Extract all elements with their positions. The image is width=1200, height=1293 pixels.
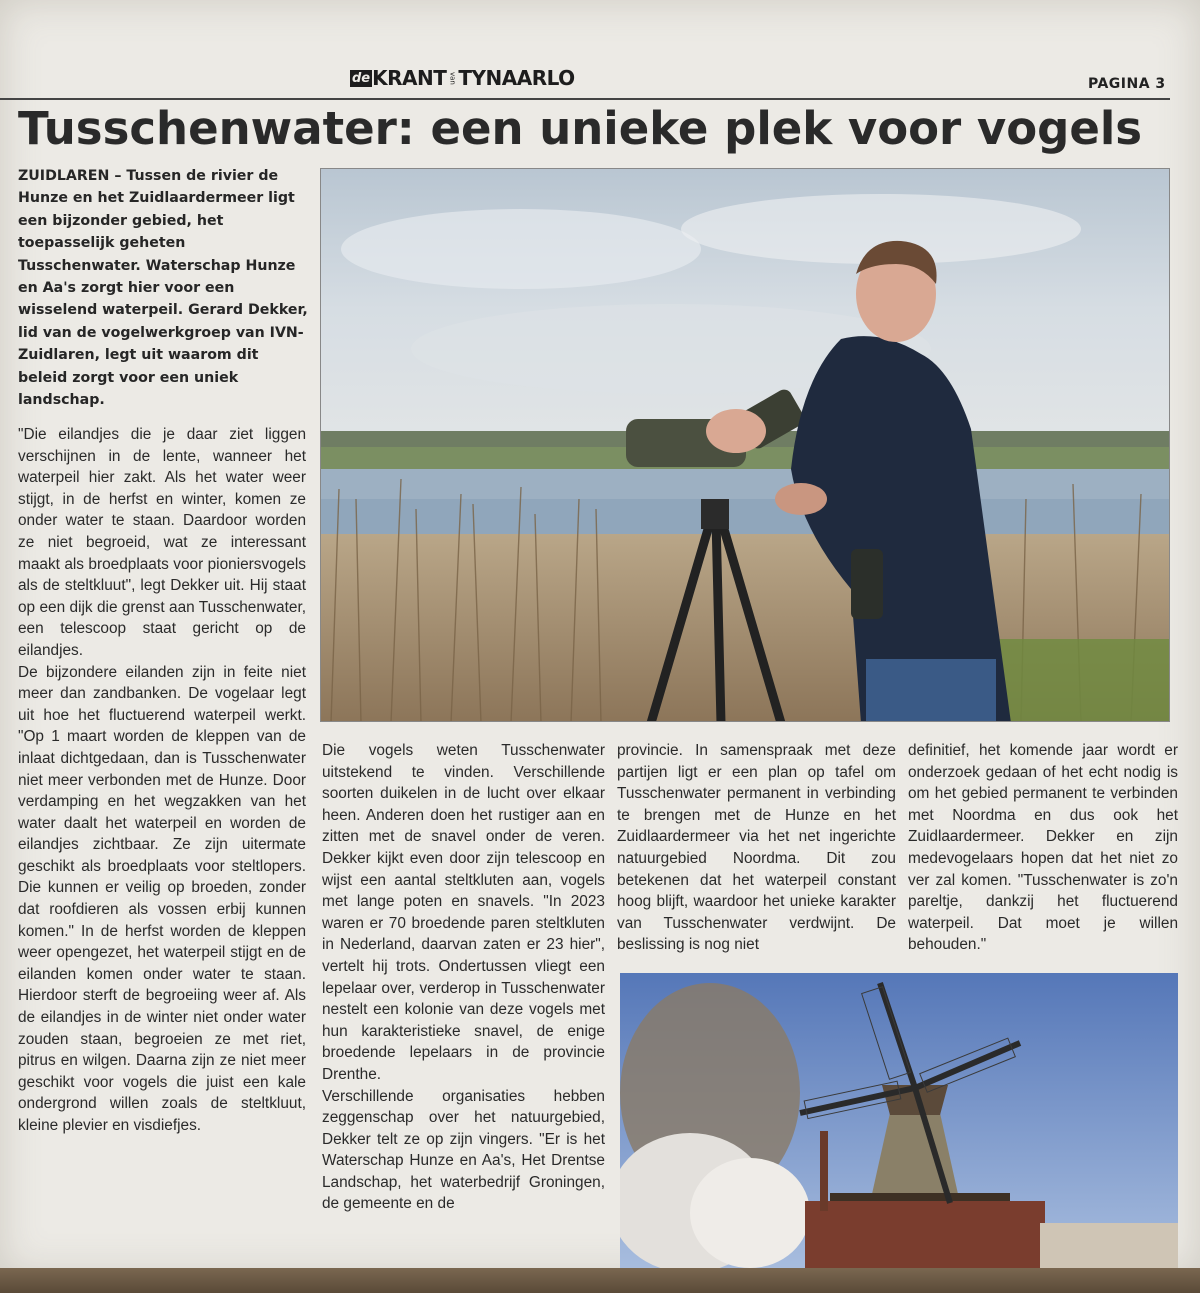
column-2-paragraph-1: Die vogels weten Tusschenwater uitstekend te vinden. Verschillende soorten duikelen in de lucht over elkaar heen. Anderen doen het rustiger aan en zitten met de snavel onder de veren. Dekker kijkt even door zijn telescoop en wijst een aantal steltkluten aan, vogels met lange poten en snavels. "In 2023 waren er 70 broedende paren steltkluten in Nederland, daarvan zaten er 23 hier", vertelt hij trots. Ondertussen vliegt een lepelaar over, verderop in Tusschenwater nestelt een kolonie van deze vogels met hun karakteristieke snavel, de enige broedende lepelaars in de provincie Drenthe. — [322, 742, 605, 1083]
header-rule — [0, 98, 1170, 100]
column-3-paragraph-1: provincie. In samenspraak met deze partijen ligt er een plan op tafel om Tusschenwater permanent in verbinding te brengen met de Hunze en het Zuidlaardermeer via het net ingerichte natuurgebied Noordma. Dit zou betekenen dat het waterpeil constant hoog blijft, waardoor het unieke karakter van Tusschenwater verdwijnt. De beslissing is nog niet — [617, 742, 896, 954]
intro-paragraph: ZUIDLAREN – Tussen de rivier de Hunze en het Zuidlaardermeer ligt een bijzonder gebied, het toepasselijk geheten Tusschenwater. Waterschap Hunze en Aa's zorgt hier voor een wisselend waterpeil. Gerard Dekker, lid van de vogelwerkgroep van IVN-Zuidlaren, legt uit waarom dit beleid zorgt voor een uniek landschap. — [18, 168, 308, 409]
article-column-3 — [617, 740, 896, 956]
photo-windmill — [620, 973, 1178, 1273]
column-1-paragraph-1: "Die eilandjes die je daar ziet liggen verschijnen in de lente, wanneer het waterpeil hier zakt. Als het water weer stijgt, in de herfst en winter, komen ze onder water te staan. Daardoor worden ze niet begroeid, wat ze interessant maakt als broedplaats voor pioniersvogels als de steltkluut", legt Dekker uit. Hij staat op een dijk die grenst aan Tusschenwater, een telescoop staat gericht op de eilandjes. — [18, 426, 306, 659]
column-1-paragraph-2: De bijzondere eilanden zijn in feite niet meer dan zandbanken. De vogelaar legt uit hoe het fluctuerend waterpeil werkt. "Op 1 maart worden de kleppen van de inlaat dichtgedaan, dan is Tusschenwater niet meer verbonden met de Hunze. Door verdamping en het wegzakken van het water daalt het waterpeil en worden de eilandjes zichtbaar. Ze zijn uitermate geschikt als broedplaats voor steltlopers. Die kunnen er veilig op broeden, zonder dat roofdieren als vossen erbij kunnen komen." In de herfst worden de kleppen weer opengezet, het waterpeil stijgt en de eilanden komen onder water te staan. Hierdoor sterft de begroeiing weer af. Als de eilandjes in de winter niet onder water zouden staan, begroeien ze met riet, pitrus en wilgen. Daarna zijn ze niet meer geschikt voor vogels die juist een kale ondergrond willen zoals de steltkluut, kleine plevier en visdiefjes. — [18, 663, 306, 1134]
photo-man-with-telescope — [320, 168, 1170, 722]
article-column-4 — [908, 740, 1178, 956]
article-column-1 — [18, 424, 306, 1137]
masthead-town: TYNAARLO — [458, 66, 575, 90]
headline: Tusschenwater: een unieke plek voor vogels — [18, 102, 1143, 155]
masthead-van: van — [448, 71, 457, 85]
masthead-logo — [350, 66, 575, 90]
page-number: PAGINA 3 — [1088, 76, 1166, 92]
table-surface — [0, 1268, 1200, 1293]
article-column-2 — [322, 740, 605, 1215]
masthead-de: de — [352, 70, 371, 86]
column-2-paragraph-2: Verschillende organisaties hebben zeggenschap over het natuurgebied, Dekker telt ze op zijn vingers. "Er is het Waterschap Hunze en Aa's, Het Drentse Landschap, het waterbedrijf Groningen, de gemeente en de — [322, 1087, 605, 1213]
masthead-krant: KRANT — [372, 66, 447, 90]
column-4-paragraph-1: definitief, het komende jaar wordt er onderzoek gedaan of het echt nodig is om het gebied permanent te verbinden met Noordma en dus ook het Zuidlaardermeer. Dekker en zijn medevogelaars hopen dat het niet zo ver zal komen. "Tusschenwater is zo'n pareltje, dankzij het fluctuerend waterpeil. Dat moet je willen behouden." — [908, 742, 1178, 954]
